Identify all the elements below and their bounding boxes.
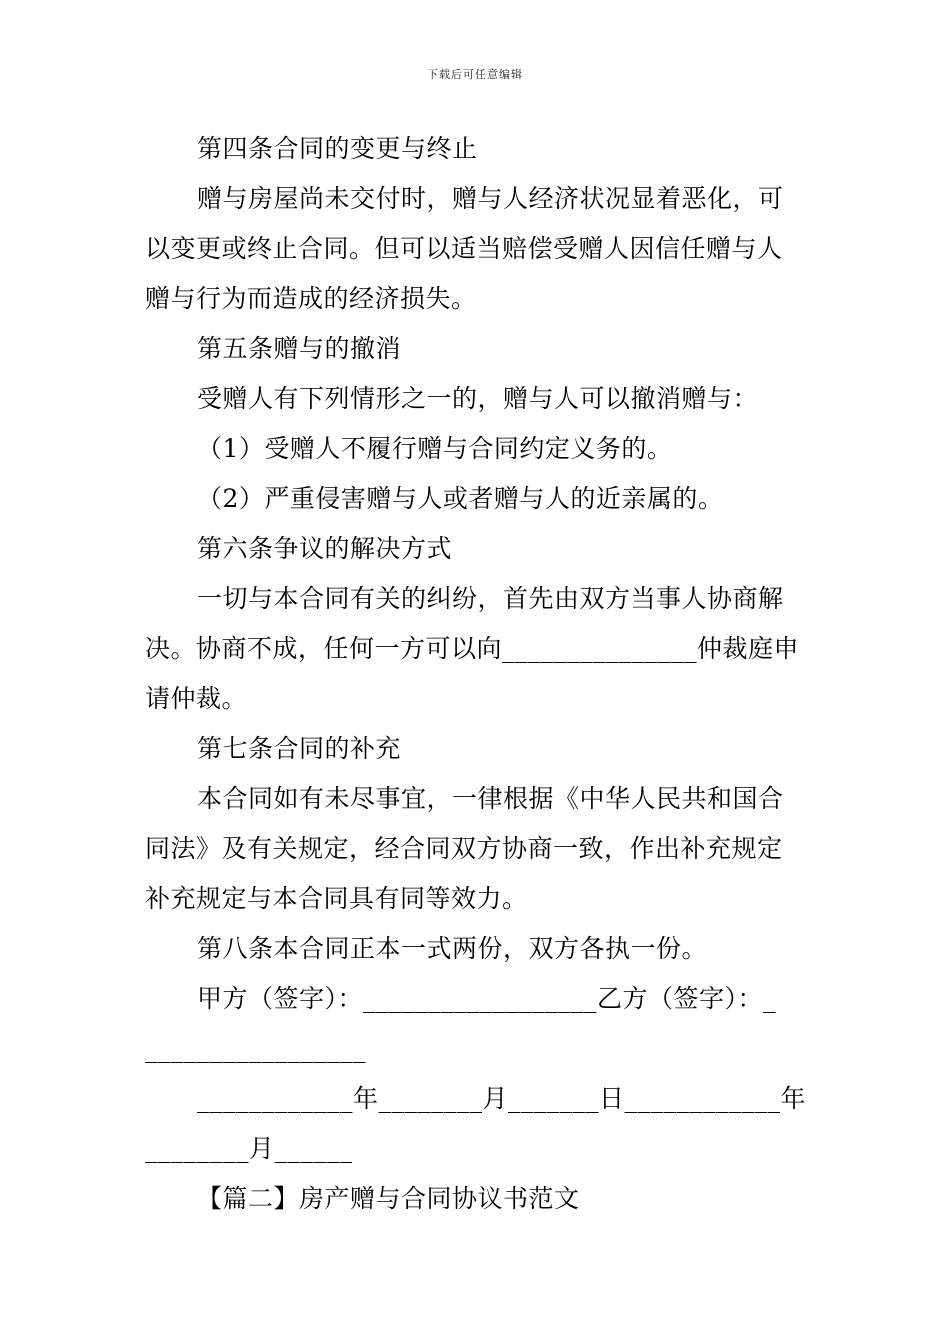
article-5-item-1: （1）受赠人不履行赠与合同约定义务的。 <box>197 434 673 463</box>
article-6-heading: 第六条争议的解决方式 <box>197 534 453 563</box>
signature-line: 甲方（签字）：__________________乙方（签字）：_ <box>197 984 777 1013</box>
article-5-item-2: （2）严重侵害赠与人或者赠与人的近亲属的。 <box>197 484 724 513</box>
article-5-heading: 第五条赠与的撤消 <box>197 334 402 363</box>
article-7-body-line-2: 同法》及有关规定，经合同双方协商一致，作出补充规定 <box>145 834 783 863</box>
article-7-body-line-1: 本合同如有未尽事宜，一律根据《中华人民共和国合 <box>197 784 784 813</box>
date-line: ____________年________月_______日____________年 <box>197 1084 807 1113</box>
article-4-heading: 第四条合同的变更与终止 <box>197 134 478 163</box>
article-5-body-line-1: 受赠人有下列情形之一的，赠与人可以撤消赠与： <box>197 384 759 413</box>
article-4-body-line-3: 赠与行为而造成的经济损失。 <box>145 284 477 313</box>
article-8-text: 第八条本合同正本一式两份，双方各执一份。 <box>197 934 708 963</box>
article-6-body-line-2: 决。协商不成，任何一方可以向_______________仲裁庭申 <box>145 634 800 663</box>
article-6-body-line-3: 请仲裁。 <box>145 684 248 713</box>
article-4-body-line-2: 以变更或终止合同。但可以适当赔偿受赠人因信任赠与人 <box>145 234 783 263</box>
article-6-body-line-1: 一切与本合同有关的纠纷，首先由双方当事人协商解 <box>197 584 784 613</box>
article-7-body-line-3: 补充规定与本合同具有同等效力。 <box>145 884 528 913</box>
article-4-body-line-1: 赠与房屋尚未交付时，赠与人经济状况显着恶化，可 <box>197 184 784 213</box>
section-2-title: 【篇二】房产赠与合同协议书范文 <box>197 1184 580 1213</box>
date-line-continued: ________月______ <box>145 1134 353 1163</box>
signature-line-continued: _________________ <box>145 1034 366 1063</box>
article-7-heading: 第七条合同的补充 <box>197 734 402 763</box>
header-note: 下载后可任意编辑 <box>427 68 523 81</box>
